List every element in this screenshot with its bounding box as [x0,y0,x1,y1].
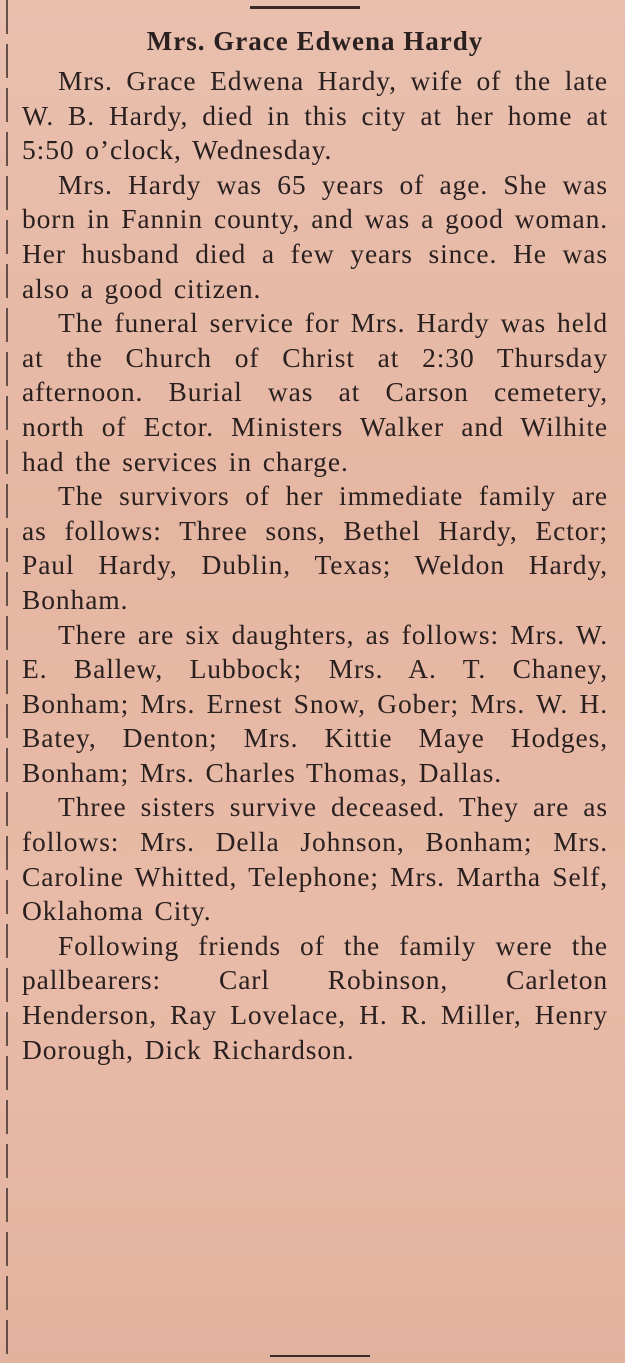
paragraph-daughters: There are six daughters, as follows: Mrs. W. E. Ballew, Lubbock; Mrs. A. T. Chaney, Bonham; Mrs. Ernest Snow, Gober; Mrs. W. H. Batey, Denton; Mrs. Kittie Maye Hodges, Bonham; Mrs. Charles Thomas, Dallas. [22,618,608,788]
paragraph-biography: Mrs. Hardy was 65 years of age. She was born in Fannin county, and was a good woman. Her husband died a few years since. He was also a good citizen. [22,168,608,304]
paragraph-pallbearers: Following friends of the family were the pallbearers: Carl Robinson, Carleton Henderson, Ray Lovelace, H. R. Miller, Henry Dorough, Dick Richardson. [22,929,608,1065]
paragraph-sisters: Three sisters survive deceased. They are as follows: Mrs. Della Johnson, Bonham; Mrs. Caroline Whitted, Telephone; Mrs. Martha Self, Oklahoma City. [22,791,608,927]
column-edge-rule [6,0,8,1363]
paragraph-death-notice: Mrs. Grace Edwena Hardy, wife of the late W. B. Hardy, died in this city at her home at 5:50 o’clock, Wednesday. [22,65,608,166]
top-divider-rule [250,6,360,9]
article-headline: Mrs. Grace Edwena Hardy [146,26,484,56]
paragraph-funeral-service: The funeral service for Mrs. Hardy was held at the Church of Christ at 2:30 Thursday afternoon. Burial was at Carson cemetery, north of Ector. Ministers Walker and Wilhite had the services in charge. [22,307,608,477]
bottom-divider-rule [270,1355,370,1357]
obituary-article [22,24,608,1067]
paragraph-sons: The survivors of her immediate family are as follows: Three sons, Bethel Hardy, Ector; Paul Hardy, Dublin, Texas; Weldon Hardy, Bonham. [22,480,608,615]
